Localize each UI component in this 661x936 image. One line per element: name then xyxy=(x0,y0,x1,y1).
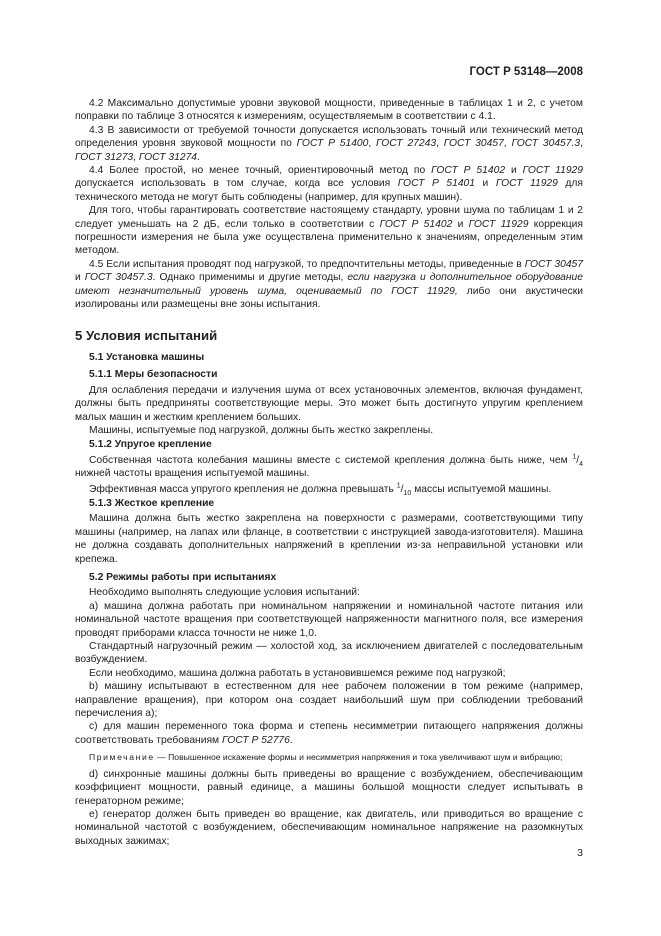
section-5-heading: 5 Условия испытаний xyxy=(75,327,218,343)
paragraph-4-4: 4.4 Более простой, но менее точный, ориентировочный метод по ГОСТ Р 51402 и ГОСТ 11929 допускается использовать в том случае, когда все условия ГОСТ Р 51401 и ГОСТ 11929 для технического метода не могут быть соблюдены (например, для крупных машин). xyxy=(75,165,584,203)
paragraph-4-3: 4.3 В зависимости от требуемой точности допускается использовать точный или технический метод определения уровня звуковой мощности по ГОСТ Р 51400, ГОСТ 27243, ГОСТ 30457, ГОСТ 30457.3, ГОСТ 31273, ГОСТ 31274. xyxy=(75,124,583,163)
paragraph-5-1-1-b: Машины, испытуемые под нагрузкой, должны быть жестко закреплены. xyxy=(89,424,434,436)
list-item-c: c) для машин переменного тока форма и степень несимметрии питающего напряжения должны соответствовать требованиям ГОСТ Р 52776. xyxy=(75,721,583,746)
fraction-numerator: 1 xyxy=(572,453,577,461)
section-5-1-3-heading: 5.1.3 Жесткое крепление xyxy=(89,497,215,509)
note: Примечание — Повышенное искажение формы и несимметрия напряжения и тока увеличивают шум и вибрацию; xyxy=(89,752,563,763)
paragraph-5-1-2: Собственная частота колебания машины вместе с системой крепления должна быть ниже, чем $^1/_4$ нижней частоты вращения испытуемой машины. xyxy=(75,453,583,480)
paragraph-4-5: 4.5 Если испытания проводят под нагрузкой, то предпочтительны методы, приведенные в ГОСТ 30457 и ГОСТ 30457.3. Однако применимы и другие методы, если нагрузка и дополнительное оборудование имеют незначительный уровень шума, оцениваемый по ГОСТ 11929, либо они акустически изолированы или размещены вне зоны испытания. xyxy=(75,258,584,311)
list-item-b: b) машину испытывают в естественном для нее рабочем положении в том режиме (например, направление вращения), при котором она создает наибольший шум при соблюдении требований перечисления а); xyxy=(75,681,583,720)
document-header: ГОСТ Р 53148—2008 xyxy=(469,66,583,78)
paragraph-5-1-2-b: Эффективная масса упругого крепления не должна превышать $^1/_{10}$ массы испытуемой машины. xyxy=(89,482,552,497)
note-label: Примечание xyxy=(89,752,155,763)
paragraph-4-4-continued: Для того, чтобы гарантировать соответствие настоящему стандарту, уровни шума по таблицам 1 и 2 следует уменьшать на 2 дБ, если только в соответствии с ГОСТ Р 51402 и ГОСТ 11929 коррекция погрешности измерения не была уже осуществлена применительно к значениям, определенным этим методом. xyxy=(75,205,583,257)
fraction-denominator: 10 xyxy=(403,489,412,497)
fraction-numerator: 1 xyxy=(396,482,401,490)
paragraph-load-mode: Если необходимо, машина должна работать в установившемся режиме под нагрузкой; xyxy=(89,667,506,679)
section-5-1-2-heading: 5.1.2 Упругое крепление xyxy=(89,439,212,451)
section-5-1-1-heading: 5.1.1 Меры безопасности xyxy=(89,369,218,381)
list-item-d: d) синхронные машины должны быть приведены во вращение с возбуждением, обеспечивающим коэффициент мощности, равный единице, а машины большой мощности следует испытывать в генераторном режиме; xyxy=(75,768,583,807)
list-item-e: е) генератор должен быть приведен во вращение, как двигатель, или приводиться во вращение с номинальной частотой с возбуждением, обеспечивающим номинальное напряжение на разомкнутых выходных зажимах; xyxy=(75,809,583,847)
list-item-a: а) машина должна работать при номинальном напряжении и номинальной частоте питания или номинальной частоте вращения при соответствующей напряженности магнитного поля, все измерения проводят приборами класса точности не ниже 1,0. xyxy=(75,600,583,639)
paragraph-5-1-1: Для ослабления передачи и излучения шума от всех установочных элементов, включая фундамент, должны быть предприняты соответствующие меры. Это может быть достигнуто упругим креплением малых машин и жестким креплением больших. xyxy=(75,384,583,423)
paragraph-4-2: 4.2 Максимально допустимые уровни звуковой мощности, приведенные в таблицах 1 и 2, с учетом поправки по таблице 3 относятся к измерениям, осуществляемым в соответствии с 4.1. xyxy=(75,98,583,123)
section-5-2-heading: 5.2 Режимы работы при испытаниях xyxy=(89,572,277,583)
page-number: 3 xyxy=(577,847,583,859)
paragraph-5-1-3: Машина должна быть жестко закреплена на поверхности с размерами, соответствующими типу машины (например, на лапах или фланце, в соответствии с инструкцией завода-изготовителя). Машина не должна создавать дополнительных напряжений в креплении из-за неправильной установки или крепежа. xyxy=(75,513,583,565)
fraction-denominator: 4 xyxy=(579,460,583,468)
section-5-1-heading: 5.1 Установка машины xyxy=(89,351,205,363)
paragraph-5-2: Необходимо выполнять следующие условия испытаний: xyxy=(89,587,360,599)
paragraph-standard-mode: Стандартный нагрузочный режим — холостой ход, за исключением двигателей с последовательным возбуждением. xyxy=(75,641,583,666)
page-body xyxy=(75,97,583,848)
